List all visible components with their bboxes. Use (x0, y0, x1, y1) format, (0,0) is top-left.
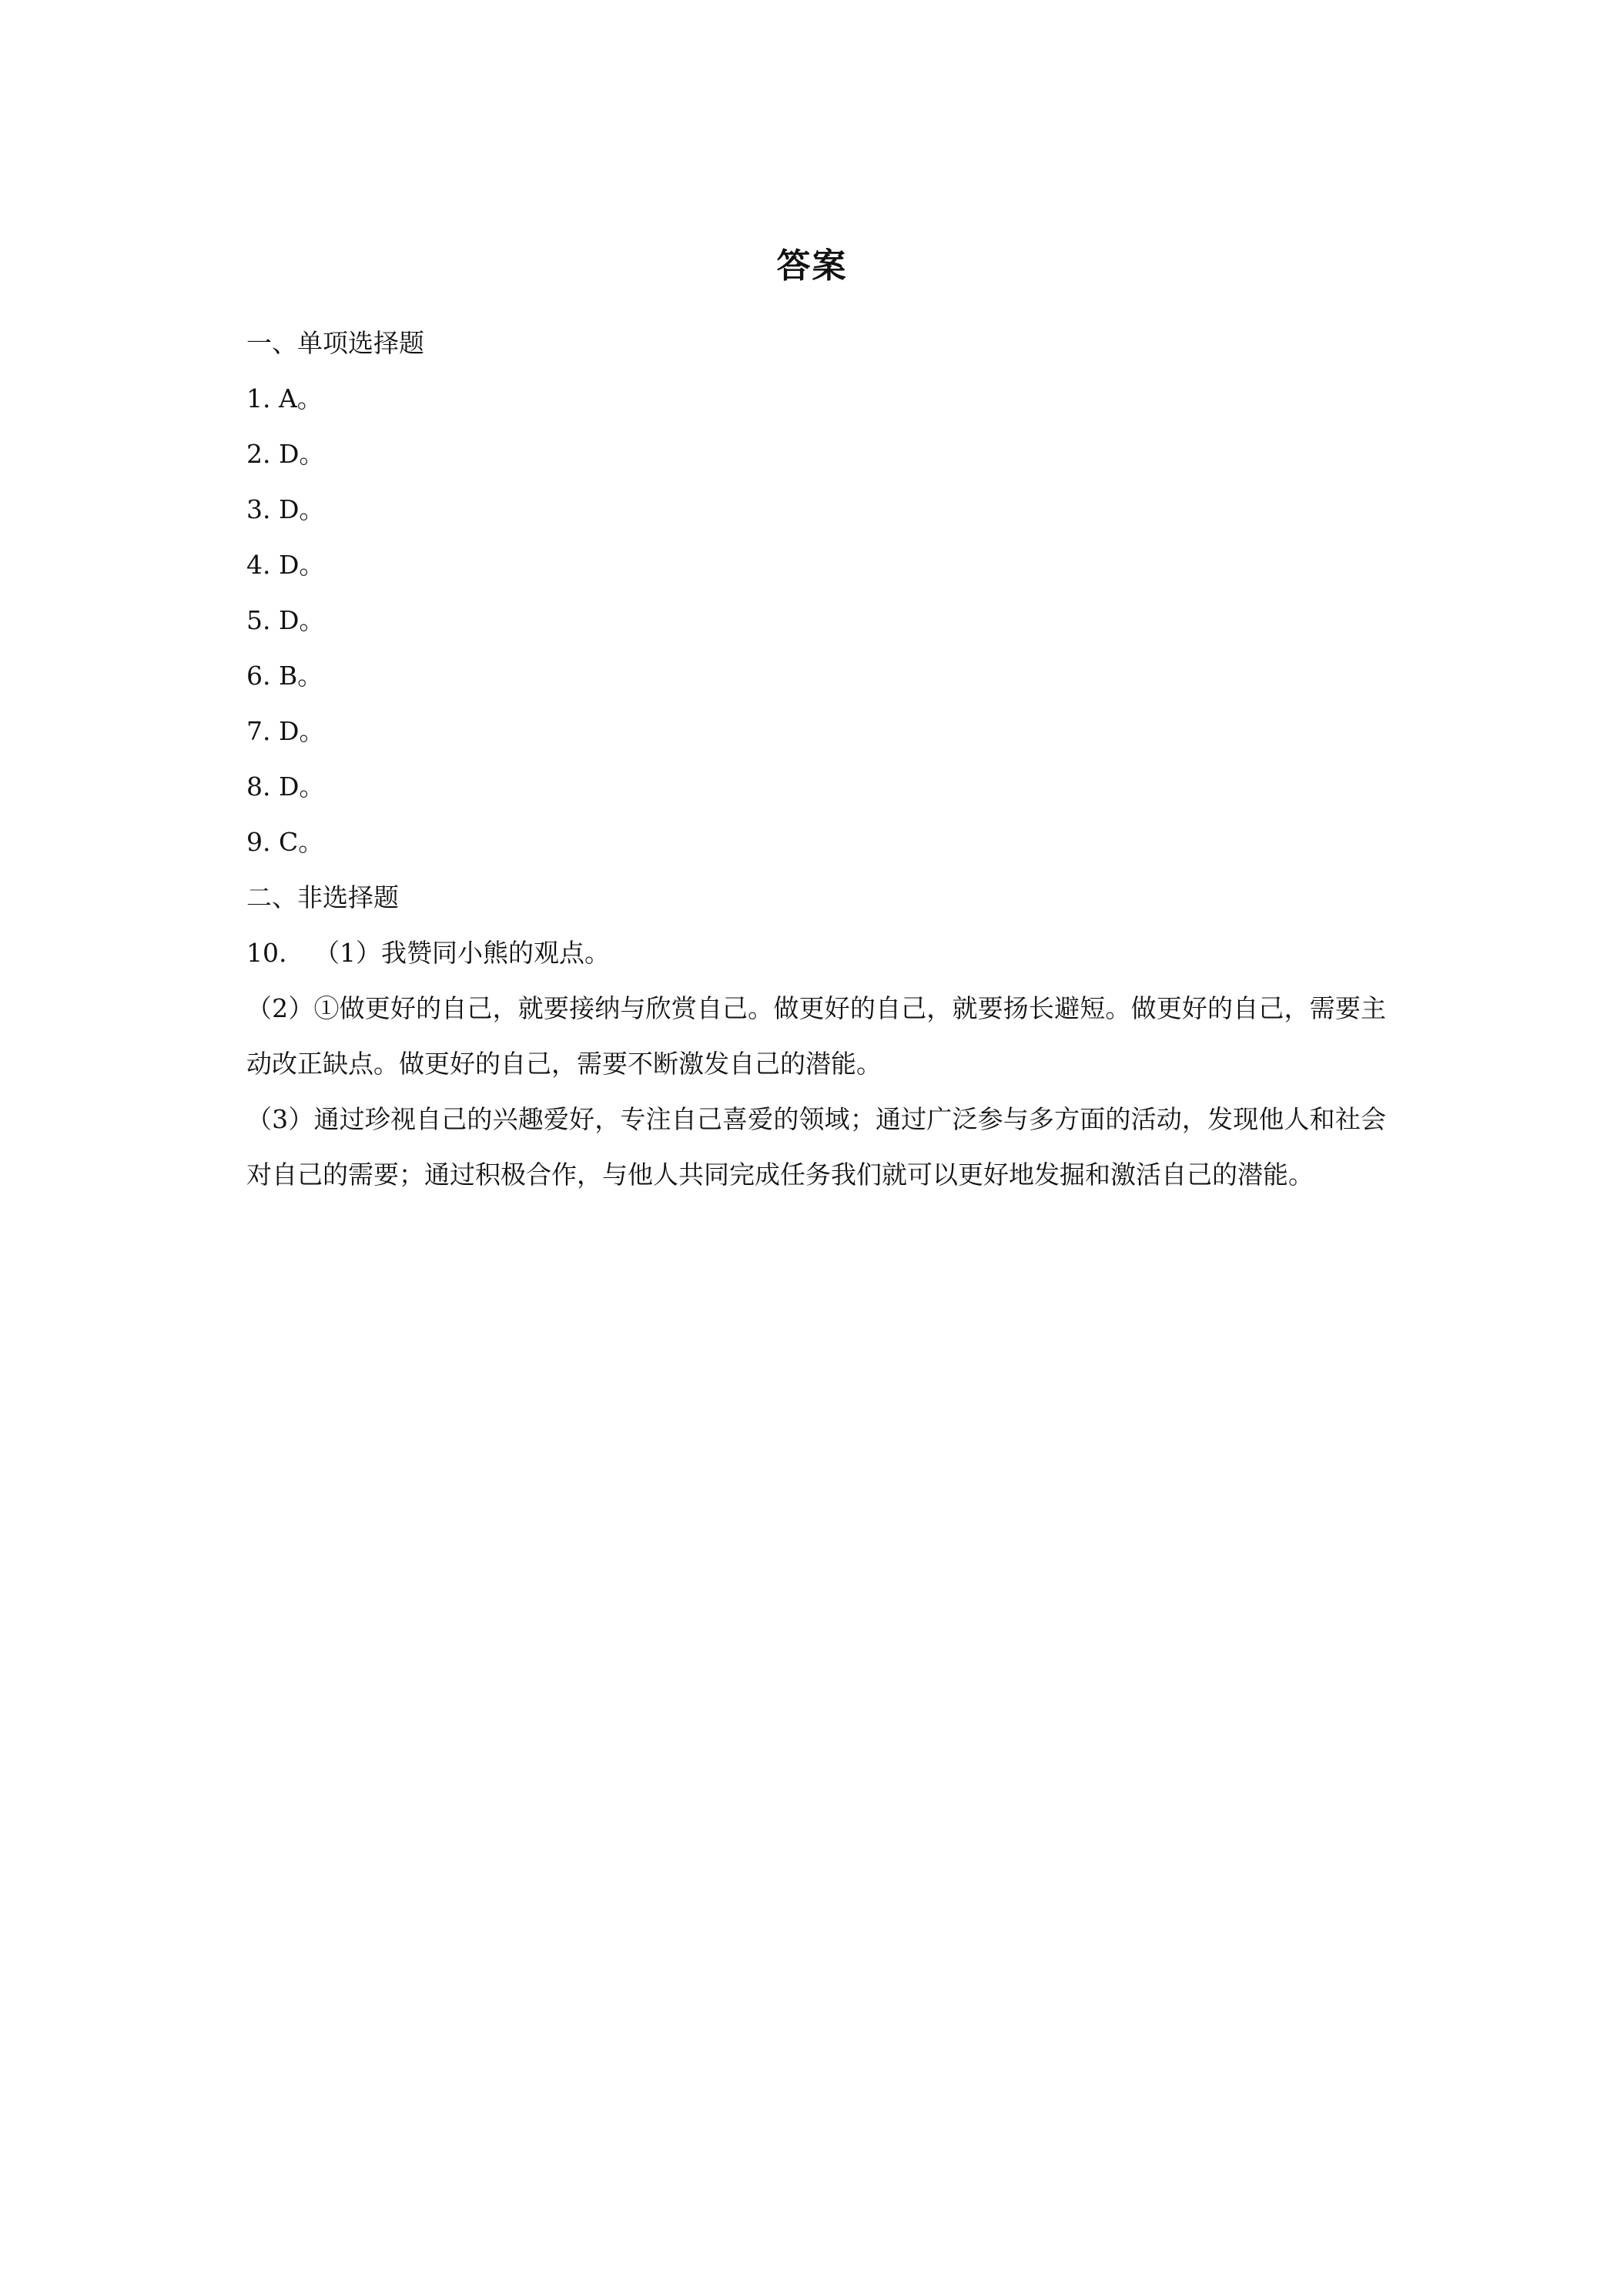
answer-item-9: 9. C。 (246, 827, 324, 857)
section-heading-single-choice: 一、单项选择题 (246, 328, 424, 358)
answer-item-8: 8. D。 (246, 771, 325, 802)
question-10-part-1 (246, 925, 1386, 981)
section-heading-non-choice: 二、非选择题 (246, 882, 399, 912)
question-10-number: 10. (246, 938, 287, 968)
question-10-part-2: （2）①做更好的自己，就要接纳与欣赏自己。做更好的自己，就要扬长避短。做更好的自己，需要主动改正缺点。做更好的自己，需要不断激发自己的潜能。 (246, 993, 1386, 1079)
answer-item-7: 7. D。 (246, 716, 325, 746)
answer-item-3: 3. D。 (246, 494, 325, 524)
answer-content (246, 316, 1386, 1203)
answer-item-1: 1. A。 (246, 383, 323, 413)
answer-item-6: 6. B。 (246, 661, 323, 691)
question-10-part-1-text: （1）我赞同小熊的观点。 (314, 938, 610, 968)
page-title: 答案 (776, 246, 848, 286)
question-10-part-3: （3）通过珍视自己的兴趣爱好，专注自己喜爱的领域；通过广泛参与多方面的活动，发现他人和社会对自己的需要；通过积极合作，与他人共同完成任务我们就可以更好地发掘和激活自己的潜能。 (246, 1104, 1386, 1190)
answer-item-2: 2. D。 (246, 439, 325, 469)
answer-item-4: 4. D。 (246, 550, 325, 580)
answer-item-5: 5. D。 (246, 605, 325, 635)
